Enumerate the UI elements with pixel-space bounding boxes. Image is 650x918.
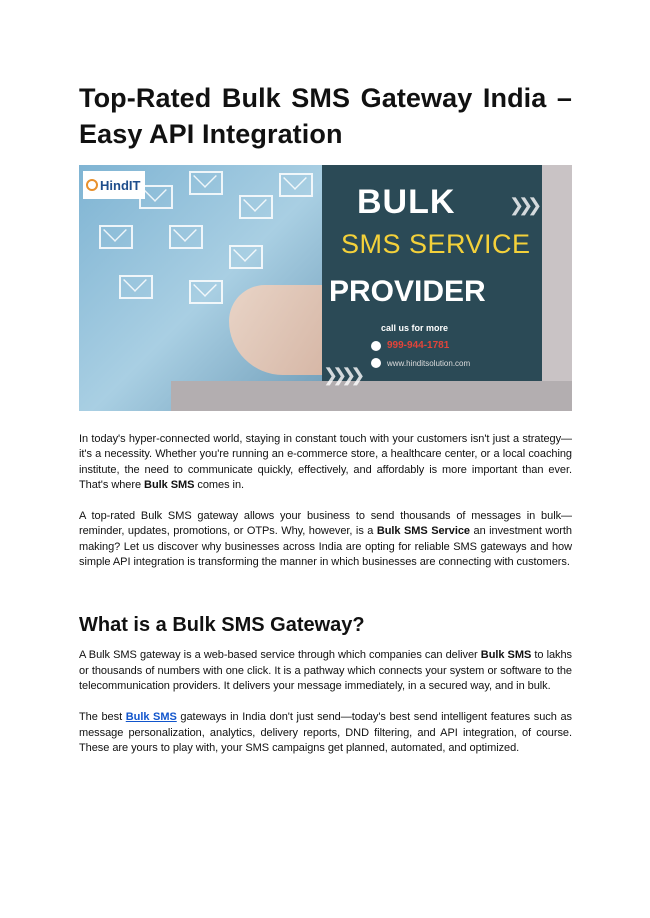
logo-text: HindIT [100, 177, 141, 193]
intro-paragraph-1: In today's hyper-connected world, staying in constant touch with your customers isn't just a strategy—it's a necessity. Whether you're running an e-commerce store, a healthcare center, or a local coaching institute, the need to communicate quickly, effectively, and affordably is more important than ever. That's where Bulk SMS comes in. [79, 433, 572, 491]
envelope-icon [119, 275, 153, 299]
phone-icon [371, 341, 381, 351]
banner-headline-bulk: BULK [357, 183, 456, 221]
banner-image [79, 165, 572, 411]
banner-website [371, 358, 470, 368]
hindit-logo [83, 171, 145, 199]
document-page [79, 80, 572, 756]
envelope-icon [189, 171, 223, 195]
banner-website-url: www.hinditsolution.com [387, 358, 471, 368]
chevron-decoration-icon: ❯❯❯ [509, 195, 537, 215]
envelope-icon [169, 225, 203, 249]
section-paragraph-1: A Bulk SMS gateway is a web-based service through which companies can deliver Bulk SMS to lakhs or thousands of numbers with one click. It is a pathway which connects your system or software to the telecommunication providers. It delivers your message immediately, in a secured way, and in bulk. [79, 649, 573, 692]
section-paragraph-2: The best Bulk SMS gateways in India don't just send—today's best send intelligent features such as message personalization, analytics, delivery reports, DND filtering, and API integration, of course. These are yours to play with, your SMS campaigns get planned, automated, and optimized. [79, 711, 572, 754]
bulk-sms-link[interactable]: Bulk SMS [125, 711, 177, 724]
banner-headline-sms-service: SMS SERVICE [341, 229, 531, 259]
section-heading: What is a Bulk SMS Gateway? [79, 614, 365, 637]
banner-headline-provider: PROVIDER [329, 275, 486, 308]
article-title: Top-Rated Bulk SMS Gateway India – Easy API Integration [79, 83, 572, 149]
chevron-decoration-icon: ❯❯❯❯ [323, 365, 360, 385]
banner-grey-band [171, 381, 572, 411]
envelope-icon [229, 245, 263, 269]
intro-paragraph-2: A top-rated Bulk SMS gateway allows your business to send thousands of messages in bulk—reminder, updates, promotions, or OTPs. Why, however, is a Bulk SMS Service an investment worth making? Let us discover why businesses across India are opting for reliable SMS gateways and how simple API integration is transforming the manner in which businesses are connecting with customers. [79, 510, 572, 569]
envelope-icon [279, 173, 313, 197]
banner-phone [371, 340, 449, 351]
banner-phone-number: 999-944-1781 [387, 340, 450, 351]
banner-grey-strip [542, 165, 572, 411]
envelope-icon [99, 225, 133, 249]
globe-icon [371, 358, 381, 368]
envelope-icon [239, 195, 273, 219]
envelope-icon [189, 280, 223, 304]
banner-call-text: call us for more [381, 323, 449, 333]
logo-mark-icon [86, 179, 98, 191]
